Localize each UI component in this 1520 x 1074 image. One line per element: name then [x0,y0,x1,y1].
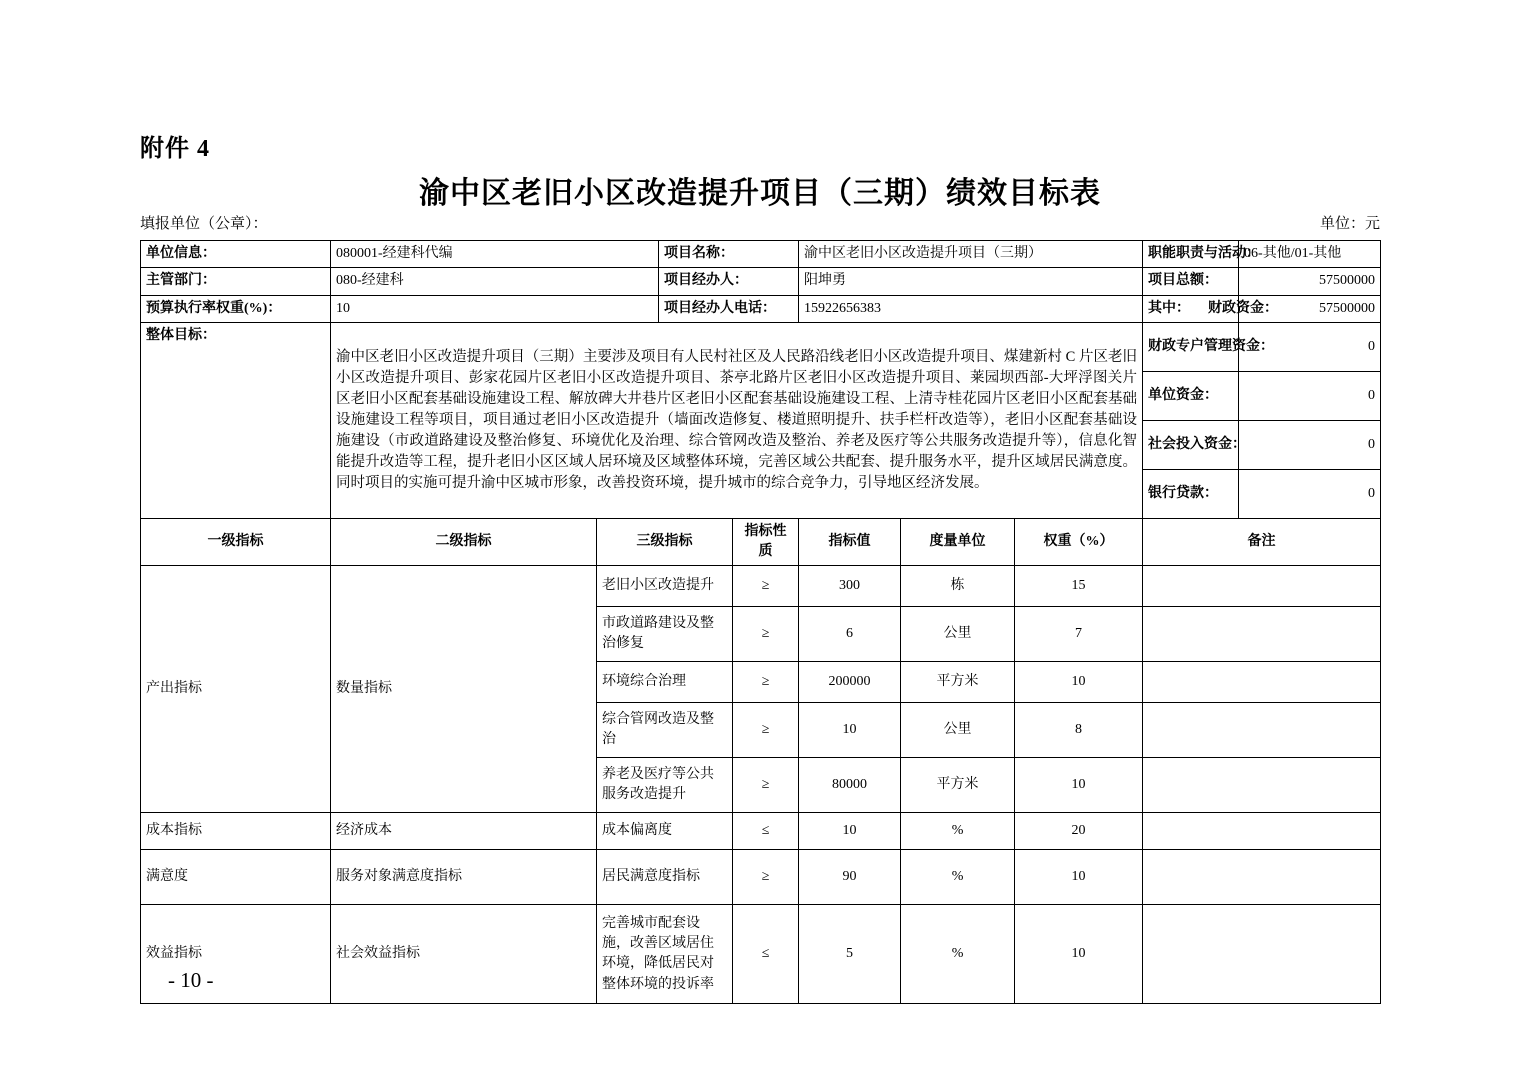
handler-value: 阳坤勇 [799,268,1143,295]
special-account-fund-value: 0 [1239,322,1381,371]
project-name-value: 渝中区老旧小区改造提升项目（三期） [799,241,1143,268]
measure-unit: % [901,850,1015,905]
level3-name: 综合管网改造及整治 [597,703,733,758]
page-title: 渝中区老旧小区改造提升项目（三期）绩效目标表 [419,177,1101,210]
level1-benefit: 效益指标 [141,905,331,1004]
measure-unit: 栋 [901,566,1015,607]
level3-name: 成本偏离度 [597,813,733,850]
weight-value: 8 [1015,703,1143,758]
weight-value: 10 [1015,850,1143,905]
measure-unit: 公里 [901,607,1015,662]
measure-unit: 公里 [901,703,1015,758]
indicator-value: 300 [799,566,901,607]
weight-value: 20 [1015,813,1143,850]
level3-name: 养老及医疗等公共服务改造提升 [597,758,733,813]
note-value [1143,607,1381,662]
dept-label: 主管部门： [141,268,331,295]
report-unit-label: 填报单位（公章）： [140,216,268,232]
level1-output: 产出指标 [141,566,331,813]
indicator-value: 5 [799,905,901,1004]
note-value [1143,850,1381,905]
table-row [141,566,1381,607]
note-value [1143,905,1381,1004]
nature-value: ≥ [733,703,799,758]
header-nature: 指标性质 [733,518,799,566]
indicator-value: 90 [799,850,901,905]
level3-name: 老旧小区改造提升 [597,566,733,607]
header-unit: 度量单位 [901,518,1015,566]
header-weight: 权重（%） [1015,518,1143,566]
note-value [1143,813,1381,850]
budget-weight-label: 预算执行率权重(%)： [141,295,331,322]
table-row [141,241,1381,268]
phone-value: 15922656383 [799,295,1143,322]
table-row [141,850,1381,905]
social-fund-label: 社会投入资金： [1143,420,1239,469]
header-level1: 一级指标 [141,518,331,566]
indicator-value: 10 [799,813,901,850]
bank-loan-label: 银行贷款： [1143,469,1239,518]
unit-fund-label: 单位资金： [1143,371,1239,420]
weight-value: 10 [1015,905,1143,1004]
performance-goal-table [140,240,1381,1004]
level2-quantity: 数量指标 [331,566,597,813]
table-row [141,295,1381,322]
overall-goal-text: 渝中区老旧小区改造提升项目（三期）主要涉及项目有人民村社区及人民路沿线老旧小区改造提升项目、煤建新村 C 片区老旧小区改造提升项目、彭家花园片区老旧小区改造提升项目、茶亭北路片区老旧小区改造提升项目、莱园坝西部-大坪浮图关片区老旧小区配套基础设施建设工程、解放碑大井巷片区老旧小区配套基础设施建设工程、上清寺桂花园片区老旧小区配套基础设施建设工程等项目，项目通过老旧小区改造提升（墙面改造修复、楼道照明提升、扶手栏杆改造等），老旧小区配套基础设施建设（市政道路建设及整治修复、环境优化及治理、综合管网改造及整治、养老及医疗等公共服务改造提升等），信息化智能提升改造等工程，提升老旧小区区域人居环境及区域整体环境，完善区域公共配套、提升服务水平，提升区域居民满意度。同时项目的实施可提升渝中区城市形象，改善投资环境，提升城市的综合竞争力，引导地区经济发展。 [331,322,1143,518]
indicator-value: 10 [799,703,901,758]
handler-label: 项目经办人： [659,268,799,295]
dept-value: 080-经建科 [331,268,659,295]
nature-value: ≤ [733,905,799,1004]
attachment-label: 附件 4 [140,136,210,162]
note-value [1143,662,1381,703]
level2-service-satisfaction: 服务对象满意度指标 [331,850,597,905]
unit-fund-value: 0 [1239,371,1381,420]
level3-name: 环境综合治理 [597,662,733,703]
indicator-value: 6 [799,607,901,662]
table-row [141,813,1381,850]
weight-value: 10 [1015,662,1143,703]
measure-unit: % [901,905,1015,1004]
nature-value: ≥ [733,758,799,813]
unit-info-label: 单位信息： [141,241,331,268]
table-row [141,268,1381,295]
nature-value: ≥ [733,662,799,703]
level2-social-benefit: 社会效益指标 [331,905,597,1004]
level1-satisfaction: 满意度 [141,850,331,905]
project-name-label: 项目名称： [659,241,799,268]
weight-value: 15 [1015,566,1143,607]
overall-goal-label: 整体目标： [141,322,331,518]
nature-value: ≥ [733,850,799,905]
header-value: 指标值 [799,518,901,566]
currency-unit-label: 单位：元 [1319,216,1380,232]
subtitle-row [140,212,1380,233]
level1-cost: 成本指标 [141,813,331,850]
duty-value: 06-其他/01-其他 [1239,241,1381,268]
indicator-header-row [141,518,1381,566]
unit-info-value: 080001-经建科代编 [331,241,659,268]
level3-name: 完善城市配套设施，改善区域居住环境，降低居民对整体环境的投诉率 [597,905,733,1004]
budget-weight-value: 10 [331,295,659,322]
page-number: - 10 - [168,968,214,992]
project-total-label: 项目总额： [1143,268,1239,295]
measure-unit: 平方米 [901,758,1015,813]
fiscal-fund-label: 财政资金： [1208,300,1279,316]
nature-value: ≥ [733,607,799,662]
phone-label: 项目经办人电话： [659,295,799,322]
header-level2: 二级指标 [331,518,597,566]
table-row [141,905,1381,1004]
duty-label: 职能职责与活动： [1143,241,1239,268]
note-value [1143,758,1381,813]
special-account-fund-label: 财政专户管理资金： [1143,322,1239,371]
measure-unit: % [901,813,1015,850]
header-level3: 三级指标 [597,518,733,566]
social-fund-value: 0 [1239,420,1381,469]
indicator-value: 80000 [799,758,901,813]
project-total-value: 57500000 [1239,268,1381,295]
nature-value: ≤ [733,813,799,850]
among-label: 其中： [1148,300,1191,316]
note-value [1143,703,1381,758]
bank-loan-value: 0 [1239,469,1381,518]
header-note: 备注 [1143,518,1381,566]
nature-value: ≥ [733,566,799,607]
among-fiscal-label [1143,295,1279,322]
note-value [1143,566,1381,607]
measure-unit: 平方米 [901,662,1015,703]
indicator-value: 200000 [799,662,901,703]
fiscal-fund-value: 57500000 [1239,295,1381,322]
weight-value: 10 [1015,758,1143,813]
level3-name: 居民满意度指标 [597,850,733,905]
level3-name: 市政道路建设及整治修复 [597,607,733,662]
table-row [141,322,1381,371]
level2-economic-cost: 经济成本 [331,813,597,850]
weight-value: 7 [1015,607,1143,662]
